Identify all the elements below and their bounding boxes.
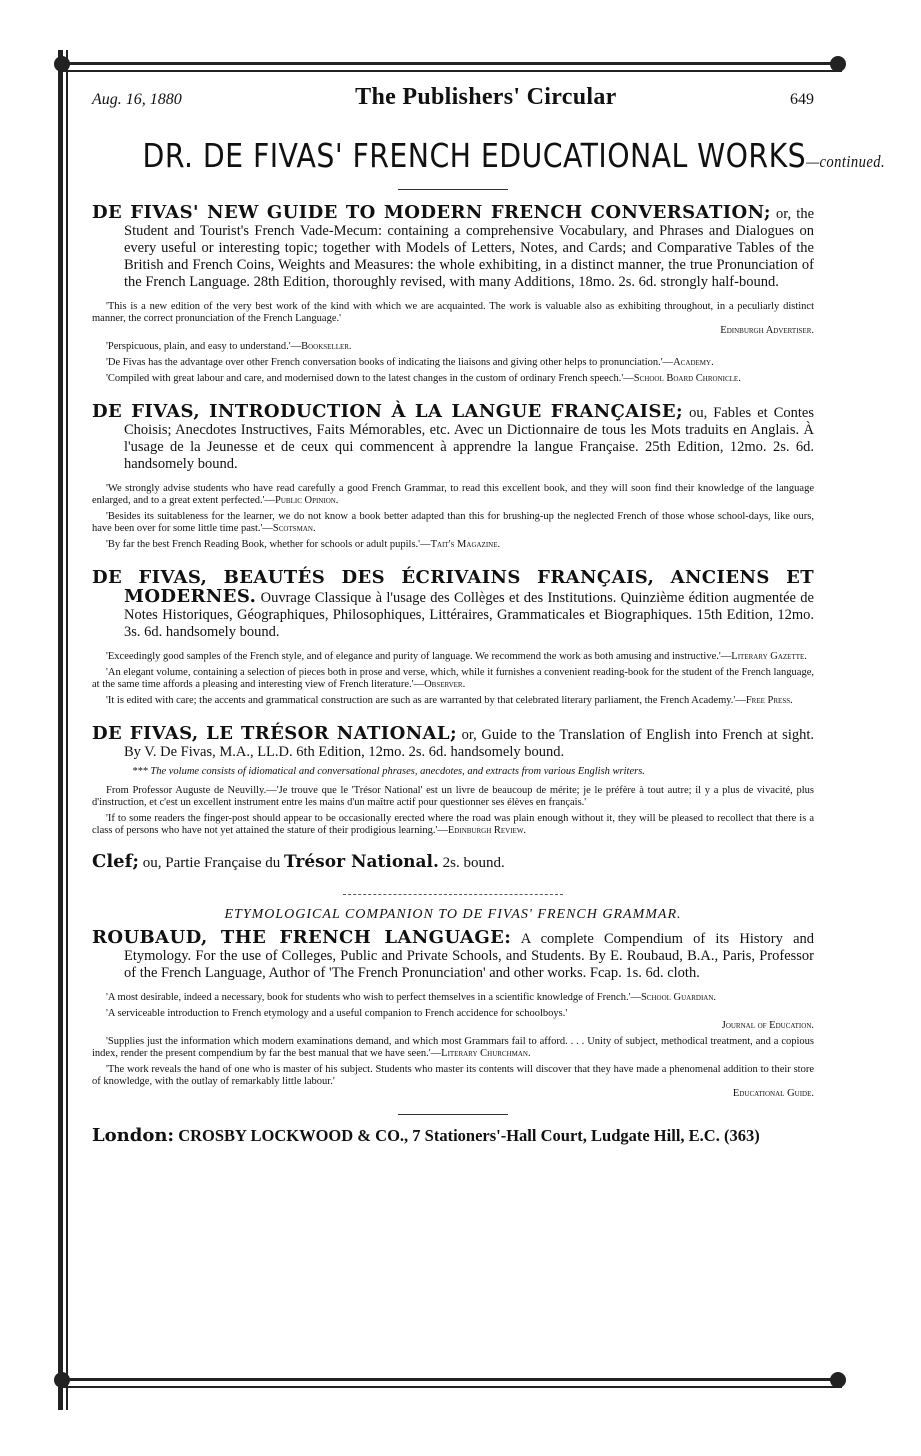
advert-title-text: DR. DE FIVAS' FRENCH EDUCATIONAL WORKS — [142, 136, 807, 175]
publisher-footer — [92, 1125, 814, 1146]
review-source: Public Opinion. — [275, 495, 339, 506]
book-entry — [92, 403, 814, 551]
review-quote — [92, 785, 814, 809]
clef-tresor: Trésor National. — [283, 852, 439, 872]
footer-publisher: CROSBY LOCKWOOD & CO., 7 Stationers'-Hall Court, Ludgate Hill, E.C. — [174, 1126, 720, 1145]
page-number: 649 — [789, 91, 814, 108]
page-header — [92, 84, 814, 118]
review-quote — [92, 301, 814, 325]
review-text: 'The work reveals the hand of one who is master of his subject. Students who master its contents will discover that they have made a phenomenal addition to their store of knowledge, with the outlay of remarkably little labour.' — [92, 1064, 814, 1087]
review-source: Literary Churchman. — [441, 1048, 531, 1059]
review-quote — [92, 1064, 814, 1088]
review-text: 'It is edited with care; the accents and grammatical construction are such as are warranted by that celebrated literary parliament, the French Academy.'— — [106, 695, 746, 706]
book-title: DE FIVAS, BEAUTÉS DES ÉCRIVAINS FRANÇAIS, ANCIENS ET MODERNES. — [92, 567, 814, 607]
book-description: A complete Compendium of its History and Etymology. For the use of Colleges, Public and Private Schools, and Students. By E. Roubaud, B.A., Paris, Professor of the French Language, Author of 'The French Pronunciation' and other works. Fcap. 1s. 6d. cloth. — [124, 931, 814, 981]
book-note: *** The volume consists of idiomatical and conversational phrases, anecdotes, and extracts from various English writers. — [132, 766, 645, 777]
book-title: ROUBAUD, THE FRENCH LANGUAGE: — [92, 927, 512, 948]
book-title: DE FIVAS, INTRODUCTION À LA LANGUE FRANÇAISE; — [92, 401, 684, 422]
page-content — [92, 84, 886, 1146]
review-quote — [92, 695, 814, 707]
review-quote — [92, 992, 814, 1004]
review-text: 'Perspicuous, plain, and easy to understand.'— — [106, 341, 302, 352]
book-heading — [92, 929, 814, 982]
review-quote — [92, 373, 814, 385]
book-heading — [92, 204, 814, 291]
publication-title: The Publishers' Circular — [355, 84, 617, 110]
book-entry — [92, 569, 814, 707]
book-title: DE FIVAS' NEW GUIDE TO MODERN FRENCH CONVERSATION; — [92, 202, 771, 223]
review-source: Journal of Education. — [721, 1020, 814, 1031]
review-quote — [92, 667, 814, 691]
review-text: 'Exceedingly good samples of the French style, and of elegance and purity of language. We recommend the work as both amusing and instructive.'— — [106, 651, 732, 662]
book-entry — [92, 929, 814, 1100]
review-quote — [92, 483, 814, 507]
book-heading — [92, 569, 814, 641]
review-source: School Guardian. — [640, 992, 717, 1003]
clef-middle: ou, Partie Française du — [139, 855, 284, 871]
divider — [398, 1114, 508, 1115]
clef-price: 2s. bound. — [438, 855, 505, 871]
review-quote — [92, 651, 814, 663]
bottom-border-rule — [62, 1378, 842, 1381]
clef-word: Clef; — [92, 851, 140, 872]
left-border-rule — [58, 50, 63, 1410]
bottom-right-ornament-icon — [830, 1372, 846, 1388]
etymology-heading: ETYMOLOGICAL COMPANION TO DE FIVAS' FRENCH GRAMMAR. — [224, 907, 682, 922]
review-quote — [92, 813, 814, 837]
review-source: Edinburgh Advertiser. — [720, 325, 814, 336]
bottom-left-ornament-icon — [54, 1372, 70, 1388]
footer-code: (363) — [719, 1126, 760, 1145]
book-description: or, Guide to the Translation of English into French at sight. By V. De Fivas, M.A., LL.D. 6th Edition, 12mo. 2s. 6d. handsomely bound. — [124, 727, 814, 760]
review-quote — [92, 341, 814, 353]
review-text: 'A serviceable introduction to French etymology and a useful companion to French accidence for schoolboys.' — [106, 1008, 568, 1019]
review-source: Educational Guide. — [732, 1088, 814, 1099]
book-entry — [92, 204, 814, 385]
left-border-rule-inner — [66, 50, 68, 1410]
issue-date: Aug. 16, 1880 — [92, 91, 182, 108]
footer-london: London: — [92, 1125, 175, 1146]
review-text: 'By far the best French Reading Book, whether for schools or adult pupils.'— — [106, 539, 431, 550]
review-source: Bookseller. — [301, 341, 352, 352]
book-heading — [92, 403, 814, 473]
review-text: 'A most desirable, indeed a necessary, book for students who wish to perfect themselves in a scientific knowledge of French.'— — [106, 992, 641, 1003]
review-text: 'Besides its suitableness for the learner, we do not know a book better adapted than this for brushing-up the neglected French of those whose school-days, like ours, have been over for some little time past.'— — [92, 511, 814, 534]
review-source: Free Press. — [745, 695, 793, 706]
clef-line — [92, 851, 814, 872]
book-entry — [92, 725, 814, 837]
review-source: Academy. — [673, 357, 714, 368]
review-text: 'An elegant volume, containing a selection of pieces both in prose and verse, which, while it furnishes a convenient reading-book for the student of the French language, at the same time affords a pleasing and interesting view of French literature.'— — [92, 667, 814, 690]
review-quote — [92, 539, 814, 551]
advert-title-suffix: —continued. — [806, 152, 886, 171]
review-quote — [92, 357, 814, 369]
review-text: 'De Fivas has the advantage over other French conversation books of indicating the liaisons and giving other helps to pronunciation.'— — [106, 357, 674, 368]
review-source: Tait's Magazine. — [430, 539, 501, 550]
review-text: 'If to some readers the finger-post should appear to be occasionally erected where the road was plain enough without it, they will be pleased to recollect that there is a class of persons who have not yet attained the stature of their prodigious learning.'— — [92, 813, 814, 836]
top-right-ornament-icon — [830, 56, 846, 72]
top-left-ornament-icon — [54, 56, 70, 72]
review-source: Edinburgh Review. — [447, 825, 527, 836]
review-text: 'This is a new edition of the very best work of the kind with which we are acquainted. The work is valuable also as exhibiting throughout, in a peculiarly distinct manner, the correct pronunciation of the French Language.' — [92, 301, 814, 324]
review-text: From Professor Auguste de Neuvilly.—'Je trouve que le 'Trésor National' est un livre de beaucoup de mérite; je le préfère à tout autre; il y a plus de vivacité, plus d'instruction, et c'est un excellent instrument entre les mains d'un maître actif pour questionner ses élèves en français.' — [92, 785, 814, 808]
review-quote — [92, 511, 814, 535]
review-text: 'Compiled with great labour and care, and modernised down to the latest changes in the custom of ordinary French speech.'— — [106, 373, 634, 384]
divider — [398, 189, 508, 190]
review-source: Observer. — [424, 679, 466, 690]
review-source: School Board Chronicle. — [633, 373, 741, 384]
book-heading — [92, 725, 814, 761]
book-description: or, the Student and Tourist's French Vade-Mecum: containing a comprehensive Vocabulary, and Phrases and Dialogues on every useful or interesting topic; together with Models of Letters, Notes, and Cards; and Comparative Tables of the British and French Coins, Weights and Measures: the whole exhibiting, in a distinct manner, the true Pronunciation of the French Language. 28th Edition, thoroughly revised, with many Additions, 18mo. 2s. 6d. strongly half-bound. — [124, 206, 815, 290]
book-title: DE FIVAS, LE TRÉSOR NATIONAL; — [92, 723, 458, 744]
book-description: Ouvrage Classique à l'usage des Collèges et des Institutions. Quinzième édition augmentée de Notes Historiques, Géographiques, Philosophiques, Littéraires, Grammaticales et Biographiques. 15th Edition, 12mo. 3s. 6d. handsomely bound. — [124, 590, 814, 640]
dotted-divider — [343, 894, 563, 895]
book-description: ou, Fables et Contes Choisis; Anecdotes Instructives, Faits Mémorables, etc. Avec un Dictionnaire de tous les Mots traduits en Anglais. À l'usage de la Jeunesse et de ceux qui commencent à apprendre la langue Française. 25th Edition, 12mo. 2s. 6d. handsomely bound. — [124, 405, 814, 472]
review-text: 'Supplies just the information which modern examinations demand, and which most Grammars fail to afford. . . . Unity of subject, methodical treatment, and a copious index, render the present compendium by far the best manual that we have seen.'— — [92, 1036, 814, 1059]
review-source: Scotsman. — [272, 523, 316, 534]
review-quote — [92, 1008, 814, 1020]
top-border-rule-inner — [62, 70, 842, 72]
review-text: 'We strongly advise students who have read carefully a good French Grammar, to read this excellent book, and they will soon find their knowledge of the language enlarged, and to a great extent perfected.'— — [92, 483, 814, 506]
top-border-rule — [62, 62, 842, 65]
review-quote — [92, 1036, 814, 1060]
review-source: Literary Gazette. — [731, 651, 807, 662]
advert-title — [142, 136, 886, 175]
bottom-border-rule-inner — [62, 1386, 842, 1388]
